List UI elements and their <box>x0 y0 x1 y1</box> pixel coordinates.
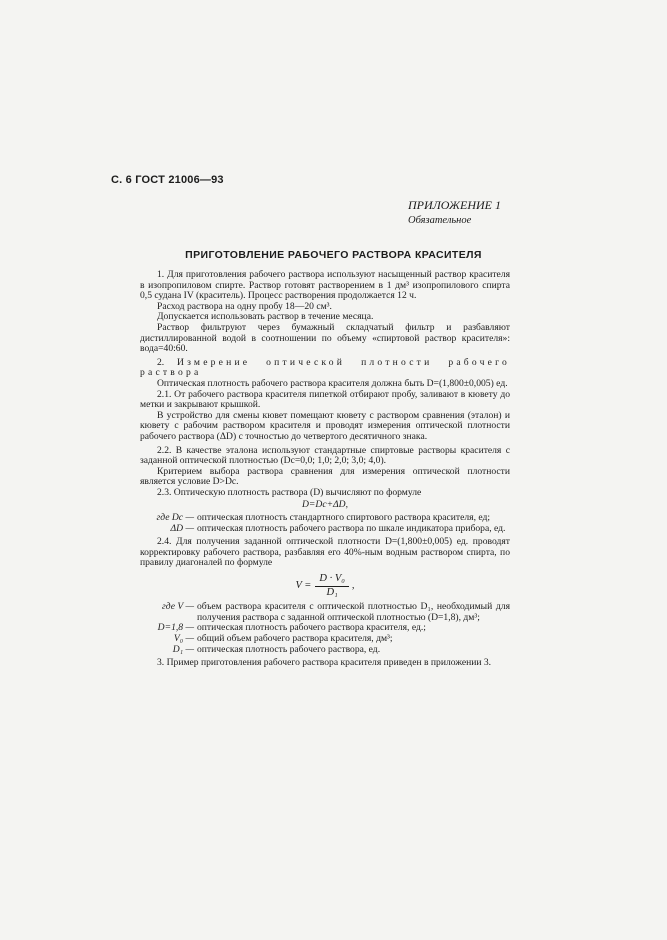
paragraph-1b: Расход раствора на одну пробу 18—20 см³. <box>157 300 332 312</box>
appendix-status: Обязательное <box>408 215 472 226</box>
paragraph-1: 1. Для приготовления рабочего раствора используют насыщенный раствор красителя в изопропиловом спирте. Раствор готовят растворением в 1 дм³ изопропилового спирта 0,5 судана IV (краситель). Процесс растворения продолжается 12 ч. <box>140 269 510 302</box>
definition-desc: оптическая плотность рабочего раствора по шкале индикатора прибора, ед. <box>197 522 506 534</box>
paragraph-3: 3. Пример приготовления рабочего раствора красителя приведен в приложении 3. <box>157 657 492 669</box>
page-header: С. 6 ГОСТ 21006—93 <box>111 174 224 186</box>
definition-term: ΔD — <box>170 522 194 534</box>
appendix-label: ПРИЛОЖЕНИЕ 1 <box>408 198 501 212</box>
document-title: ПРИГОТОВЛЕНИЕ РАБОЧЕГО РАСТВОРА КРАСИТЕЛЯ <box>185 249 482 261</box>
definition-desc: оптическая плотность рабочего раствора красителя, ед.; <box>197 622 426 634</box>
definition-row <box>140 645 510 656</box>
definition-row <box>140 524 510 535</box>
definition-desc: оптическая плотность рабочего раствора, ед. <box>197 643 381 655</box>
formula-tail: , <box>351 579 355 591</box>
section-2-title: Измерение оптической плотности рабочего раствора <box>140 356 511 379</box>
definition-list-1 <box>140 513 510 534</box>
equation-1: D=Dс+ΔD, <box>301 499 349 511</box>
paragraph-2-1b: В устройство для смены кювет помещают кювету с раствором сравнения (эталон) и кювету с рабочим раствором красителя и проводят измерения оптической плотности рабочего раствора (ΔD) с точностью до четвертого десятичного знака. <box>140 409 510 442</box>
paragraph-1c: Допускается использовать раствор в течение месяца. <box>157 311 374 323</box>
section-2-heading <box>140 358 510 379</box>
formula-numerator: D · V₀ <box>315 574 349 587</box>
definition-desc: объем раствора красителя с оптической плотностью D₁, необходимый для получения раствора с заданной оптической плотностью (D=1,8), дм³; <box>197 601 510 623</box>
paragraph-2a: Оптическая плотность рабочего раствора красителя должна быть D=(1,800±0,005) ед. <box>157 377 508 389</box>
formula-lhs: V = <box>295 579 312 591</box>
definition-term: где V — <box>162 601 194 613</box>
definition-row <box>140 634 510 645</box>
definition-row <box>140 602 510 623</box>
paragraph-2-3: 2.3. Оптическую плотность раствора (D) вычисляют по формуле <box>157 486 422 498</box>
paragraph-2-2: 2.2. В качестве эталона используют стандартные спиртовые растворы красителя с заданной оптической плотностью (Dс=0,0; 1,0; 2,0; 3,0; 4,0). <box>140 444 510 467</box>
formula-denominator: D₁ <box>326 586 338 598</box>
definition-desc: оптическая плотность стандартного спиртового раствора красителя, ед; <box>197 512 491 524</box>
section-2-number: 2. <box>157 356 165 368</box>
definition-term: где Dс — <box>156 512 194 524</box>
paragraph-2-1: 2.1. От рабочего раствора красителя пипеткой отбирают пробу, заливают в кювету до метки и закрывают крышкой. <box>140 388 510 411</box>
definition-term: D₁ — <box>172 643 194 655</box>
definition-desc: общий объем рабочего раствора красителя, дм³; <box>197 633 393 644</box>
appendix-label-block <box>408 198 501 228</box>
body-text <box>140 270 510 669</box>
paragraph-2-2b: Критерием выбора раствора сравнения для измерения оптической плотности является условие D>Dс. <box>140 465 510 488</box>
definition-term: V₀ — <box>173 633 194 644</box>
formula-2 <box>140 574 510 598</box>
paragraph-1d: Раствор фильтруют через бумажный складчатый фильтр и разбавляют дистиллированной водой в соотношении по объему «спиртовой раствор красителя»: вода=40:60. <box>140 321 510 355</box>
definition-list-2 <box>140 602 510 655</box>
paragraph-2-4: 2.4. Для получения заданной оптической плотности D=(1,800±0,005) ед. проводят корректировку рабочего раствора, разбавляя его 40%-ным водным раствором спирта, по правилу диагоналей по формуле <box>140 536 510 569</box>
definition-term: D=1,8 — <box>157 622 194 634</box>
formula-fraction <box>315 574 349 598</box>
